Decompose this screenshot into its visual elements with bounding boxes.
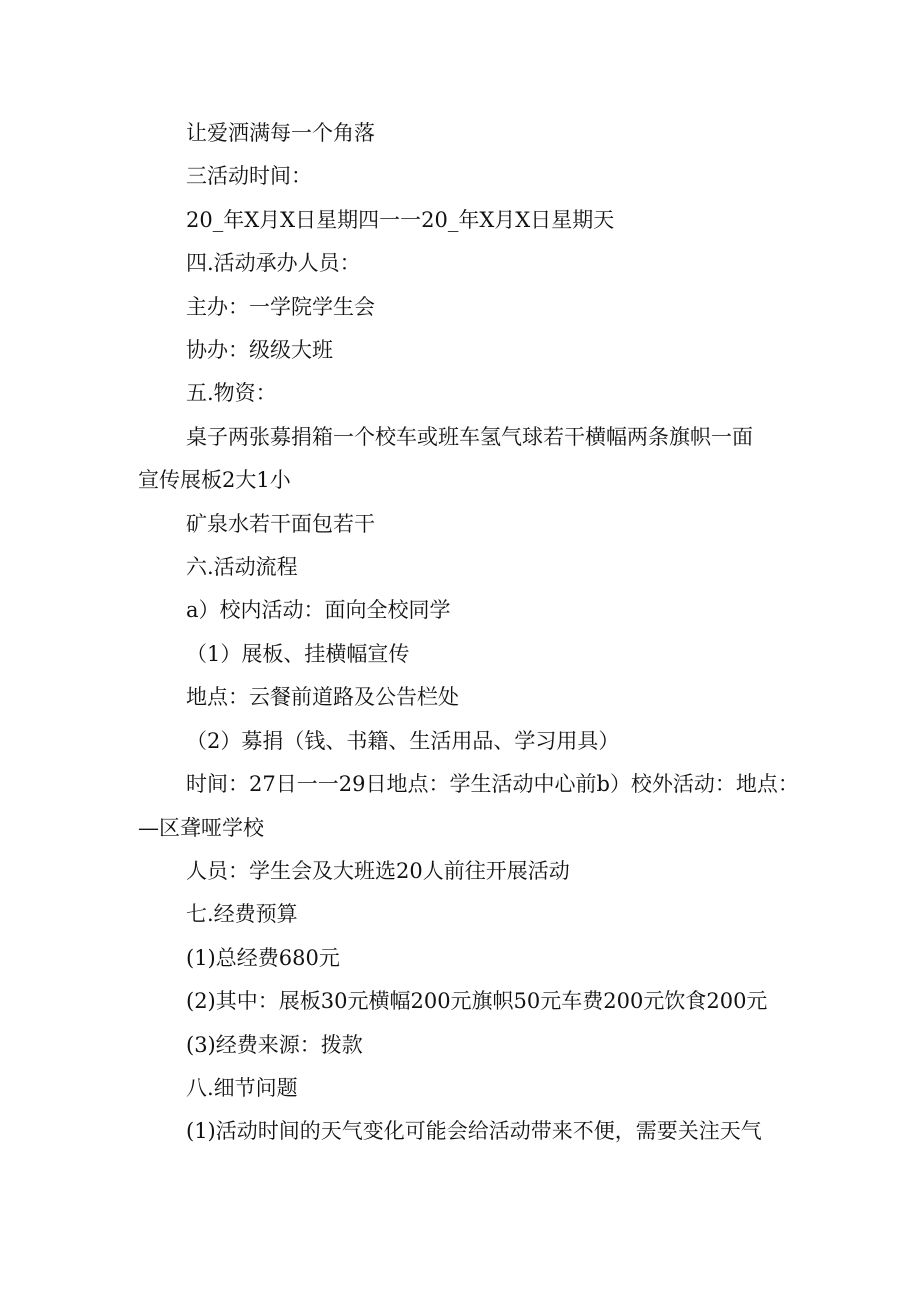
document-line: (1)活动时间的天气变化可能会给活动带来不便，需要关注天气: [186, 1119, 762, 1144]
document-line: 七.经费预算: [186, 902, 298, 927]
document-line: 八.细节问题: [186, 1075, 298, 1100]
document-body: [138, 112, 799, 1154]
document-line: 六.活动流程: [186, 555, 298, 580]
document-line: 让爱洒满每一个角落: [186, 121, 375, 145]
document-line: 地点：云餐前道路及公告栏处: [186, 685, 459, 710]
document-line: (2)其中：展板30元横幅200元旗帜50元车费200元饮食200元: [186, 989, 768, 1014]
document-line: 五.物资：: [186, 381, 277, 406]
document-line: 人员：学生会及大班选20人前往开展活动: [186, 858, 570, 883]
document-line: 矿泉水若干面包若干: [186, 511, 375, 536]
document-line: (1)总经费680元: [186, 945, 340, 970]
document-line: 桌子两张募捐箱一个校车或班车氢气球若干横幅两条旗帜一面: [186, 424, 753, 449]
document-line: —区聋哑学校: [138, 815, 264, 840]
document-line: 主办：一学院学生会: [186, 294, 375, 319]
document-line: （1）展板、挂横幅宣传: [186, 641, 410, 666]
document-line: 宣传展板2大1小: [138, 468, 291, 493]
document-line: a）校内活动：面向全校同学: [186, 598, 451, 623]
document-line: 三活动时间：: [186, 164, 312, 189]
document-line: (3)经费来源：拨款: [186, 1032, 363, 1057]
document-line: （2）募捐（钱、书籍、生活用品、学习用具）: [186, 728, 620, 753]
document-line: 四.活动承办人员：: [186, 251, 361, 276]
document-line: 协办：级级大班: [186, 338, 333, 363]
document-line: 时间：27日一一29日地点：学生活动中心前b）校外活动：地点：: [186, 772, 799, 797]
document-line: 20_年X月X日星期四一一20_年X月X日星期天: [186, 207, 615, 232]
